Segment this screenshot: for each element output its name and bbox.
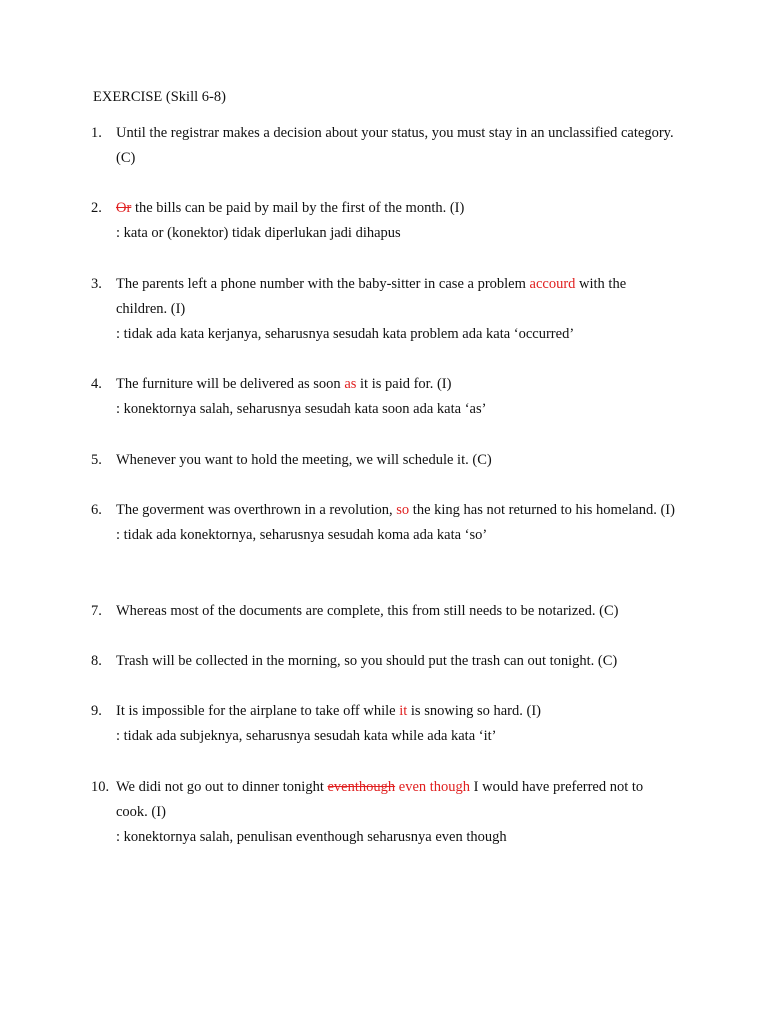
item-sentence <box>116 272 678 322</box>
exercise-item-4 <box>91 372 678 422</box>
item-sentence <box>116 775 678 825</box>
item-number: 4. <box>91 376 102 392</box>
sentence-text: It is impossible for the airplane to take off while <box>116 703 400 719</box>
item-note: : konektornya salah, penulisan eventhough seharusnya even though <box>116 829 507 845</box>
exercise-item-2 <box>91 196 678 246</box>
sentence-text: Whereas most of the documents are complete, this from still needs to be notarized. (C) <box>116 603 619 619</box>
sentence-text: The goverment was overthrown in a revolution, <box>116 502 397 518</box>
sentence-text: it is paid for. (I) <box>356 376 452 392</box>
item-number: 10. <box>91 779 110 795</box>
sentence-text: The furniture will be delivered as soon <box>116 376 345 392</box>
exercise-item-9 <box>91 699 678 749</box>
item-sentence <box>116 649 678 674</box>
item-sentence <box>116 121 678 171</box>
item-note: : tidak ada subjeknya, seharusnya sesudah kata while ada kata ‘it’ <box>116 728 497 744</box>
exercise-item-5 <box>91 448 678 473</box>
exercise-item-7 <box>91 599 678 624</box>
item-sentence <box>116 599 678 624</box>
strikethrough-word: Or <box>116 200 132 216</box>
sentence-text: The parents left a phone number with the baby-sitter in case a problem <box>116 276 530 292</box>
item-note: : tidak ada konektornya, seharusnya sesudah koma ada kata ‘so’ <box>116 527 488 543</box>
exercise-item-8 <box>91 649 678 674</box>
exercise-item-6 <box>91 498 678 548</box>
item-number: 1. <box>91 125 102 141</box>
highlighted-word: even though <box>398 779 471 795</box>
sentence-text: Until the registrar makes a decision about your status, you must stay in an unclassified category. (C) <box>116 125 674 166</box>
item-number: 8. <box>91 653 102 669</box>
sentence-text: I would have preferred not to cook. (I) <box>116 779 644 820</box>
sentence-text: We didi not go out to dinner tonight <box>116 779 328 795</box>
item-note: : konektornya salah, seharusnya sesudah kata soon ada kata ‘as’ <box>116 401 487 417</box>
exercise-item-1 <box>91 121 678 171</box>
highlighted-word: so <box>396 502 410 518</box>
exercise-item-3 <box>91 272 678 347</box>
highlighted-word: it <box>399 703 408 719</box>
item-number: 3. <box>91 276 102 292</box>
strikethrough-word: eventhough <box>327 779 396 795</box>
highlighted-word: as <box>344 376 357 392</box>
item-note: : tidak ada kata kerjanya, seharusnya sesudah kata problem ada kata ‘occurred’ <box>116 326 575 342</box>
sentence-text: Trash will be collected in the morning, so you should put the trash can out tonight. (C) <box>116 653 618 669</box>
exercise-title: EXERCISE (Skill 6-8) <box>93 89 226 105</box>
item-sentence <box>116 448 678 473</box>
item-number: 9. <box>91 703 102 719</box>
item-sentence <box>116 372 678 397</box>
sentence-text: the bills can be paid by mail by the first of the month. (I) <box>131 200 465 216</box>
sentence-text: is snowing so hard. (I) <box>407 703 541 719</box>
highlighted-word: accourd <box>529 276 576 292</box>
item-number: 2. <box>91 200 102 216</box>
sentence-text: the king has not returned to his homeland. (I) <box>409 502 675 518</box>
item-note: : kata or (konektor) tidak diperlukan jadi dihapus <box>116 225 401 241</box>
item-number: 7. <box>91 603 102 619</box>
item-sentence <box>116 196 678 221</box>
item-number: 6. <box>91 502 102 518</box>
item-sentence <box>116 498 678 523</box>
sentence-text: Whenever you want to hold the meeting, we will schedule it. (C) <box>116 452 492 468</box>
exercise-item-10 <box>91 775 678 850</box>
sentence-text: with the children. (I) <box>116 276 627 317</box>
item-number: 5. <box>91 452 102 468</box>
item-sentence <box>116 699 678 724</box>
